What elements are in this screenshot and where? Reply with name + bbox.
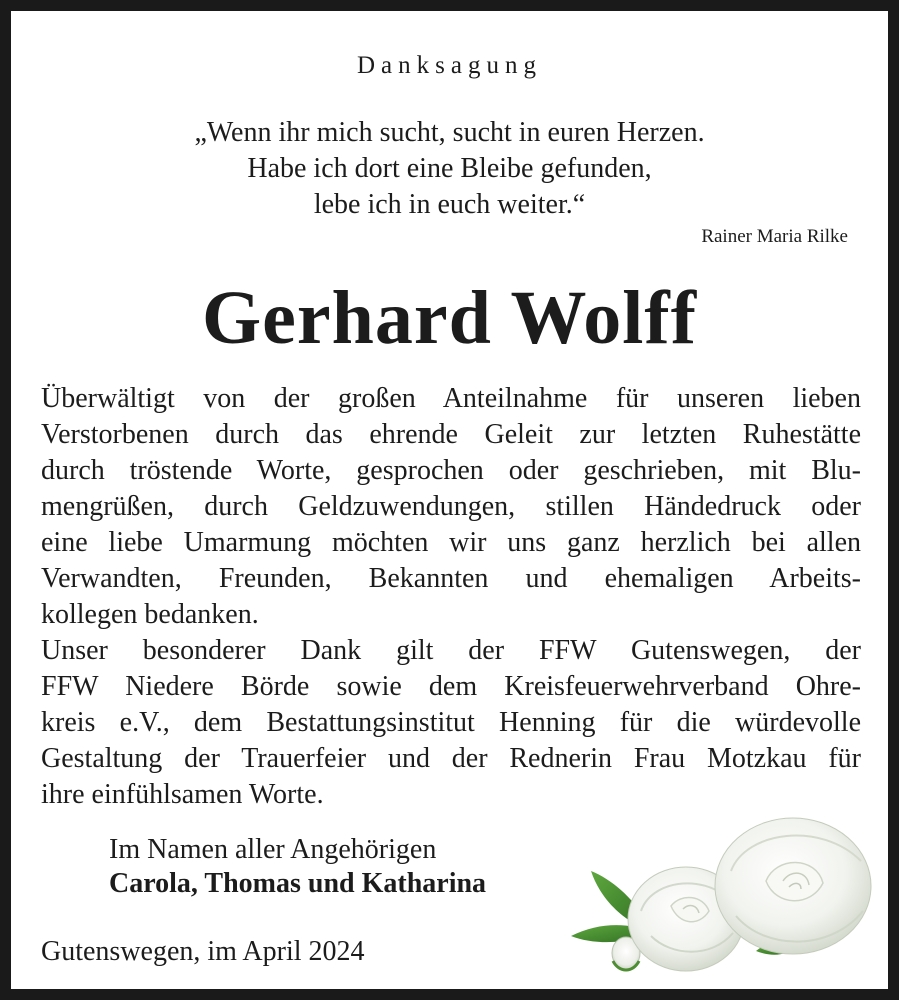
body-line: ihre einfühlsamen Worte.	[41, 779, 324, 810]
rose-right	[715, 818, 871, 954]
body-line: mengrüßen, durch Geldzuwendungen, stillen Händedruck oder	[41, 491, 861, 522]
quote-line: lebe ich in euch weiter.“	[313, 189, 586, 220]
thank-you-text	[41, 381, 861, 813]
body-line: kollegen bedanken.	[41, 599, 259, 630]
body-line: FFW Niedere Börde sowie dem Kreisfeuerwehrverband Ohre-	[41, 671, 861, 702]
place-date: Gutenswegen, im April 2024	[41, 936, 365, 967]
body-line: Überwältigt von der großen Anteilnahme für unseren lieben	[41, 383, 861, 414]
body-line: Verstorbenen durch das ehrende Geleit zur letzten Ruhestätte	[41, 419, 861, 450]
body-line: durch tröstende Worte, gesprochen oder geschrieben, mit Blu-	[41, 455, 861, 486]
body-line: Gestaltung der Trauerfeier und der Rednerin Frau Motzkau für	[41, 743, 861, 774]
body-line: Unser besonderer Dank gilt der FFW Gutenswegen, der	[41, 635, 861, 666]
quote-line: „Wenn ihr mich sucht, sucht in euren Herzen.	[194, 117, 705, 148]
signature-names: Carola, Thomas und Katharina	[109, 868, 487, 899]
body-line: Verwandten, Freunden, Bekannten und ehemaligen Arbeits-	[41, 563, 861, 594]
body-line: eine liebe Umarmung möchten wir uns ganz herzlich bei allen	[41, 527, 861, 558]
body-line: kreis e.V., dem Bestattungsinstitut Henning für die würdevolle	[41, 707, 861, 738]
signature-intro: Im Namen aller Angehörigen	[109, 834, 437, 865]
notice-heading: Danksagung	[357, 52, 542, 79]
rilke-quote	[11, 115, 888, 223]
quote-line: Habe ich dort eine Bleibe gefunden,	[247, 153, 652, 184]
quote-author: Rainer Maria Rilke	[701, 226, 848, 247]
deceased-name: Gerhard Wolff	[201, 276, 697, 360]
white-roses-image	[571, 811, 881, 991]
